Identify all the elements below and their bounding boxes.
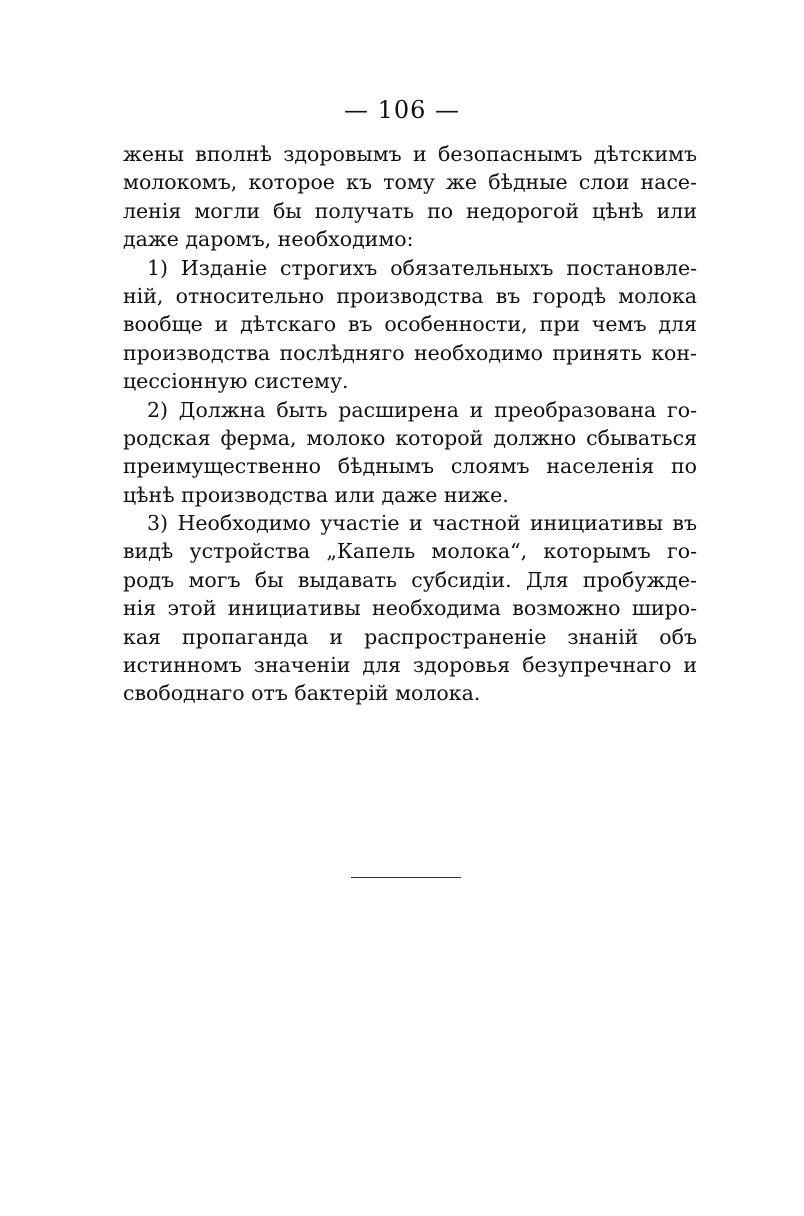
text-line: цѣнѣ производства или даже ниже. [123, 482, 509, 507]
paragraph-item-2 [123, 396, 697, 510]
text-line: нія этой инициативы необходима возможно широ- [123, 596, 697, 621]
paragraph-intro [123, 140, 697, 254]
text-line: видѣ устройства „Капель молока“, которымъ го- [123, 539, 697, 564]
paragraph-item-3 [123, 509, 697, 708]
end-divider [351, 877, 461, 878]
page-number: — 106 — [343, 96, 461, 124]
text-line: истинномъ значеніи для здоровья безупречнаго и [123, 653, 697, 678]
text-line: свободнаго отъ бактерій молока. [123, 681, 481, 706]
text-line: цессіонную систему. [123, 369, 349, 394]
text-line: вообще и дѣтскаго въ особенности, при чемъ для [123, 312, 697, 337]
text-line: молокомъ, которое къ тому же бѣдные слои насе- [123, 170, 697, 195]
body-text [123, 140, 697, 708]
text-line: ленія могли бы получать по недорогой цѣнѣ или [123, 198, 697, 223]
text-line: родская ферма, молоко которой должно сбываться [123, 425, 697, 450]
text-line: кая пропаганда и распространеніе знаній объ [123, 624, 697, 649]
text-line: 1) Изданіе строгихъ обязательныхъ постановле- [147, 255, 697, 280]
paragraph-item-1 [123, 254, 697, 396]
text-line: 2) Должна быть расширена и преобразована го- [147, 397, 697, 422]
text-line: родъ могъ бы выдавать субсидіи. Для пробужде- [123, 567, 697, 592]
text-line: ній, относительно производства въ городѣ молока [123, 283, 697, 308]
text-line: 3) Необходимо участіе и частной инициативы въ [147, 511, 697, 536]
text-line: даже даромъ, необходимо: [123, 227, 414, 252]
text-line: жены вполнѣ здоровымъ и безопаснымъ дѣтскимъ [123, 142, 697, 166]
text-line: преимущественно бѣднымъ слоямъ населенія по [123, 454, 697, 479]
text-line: производства послѣдняго необходимо принять кон- [123, 340, 697, 365]
